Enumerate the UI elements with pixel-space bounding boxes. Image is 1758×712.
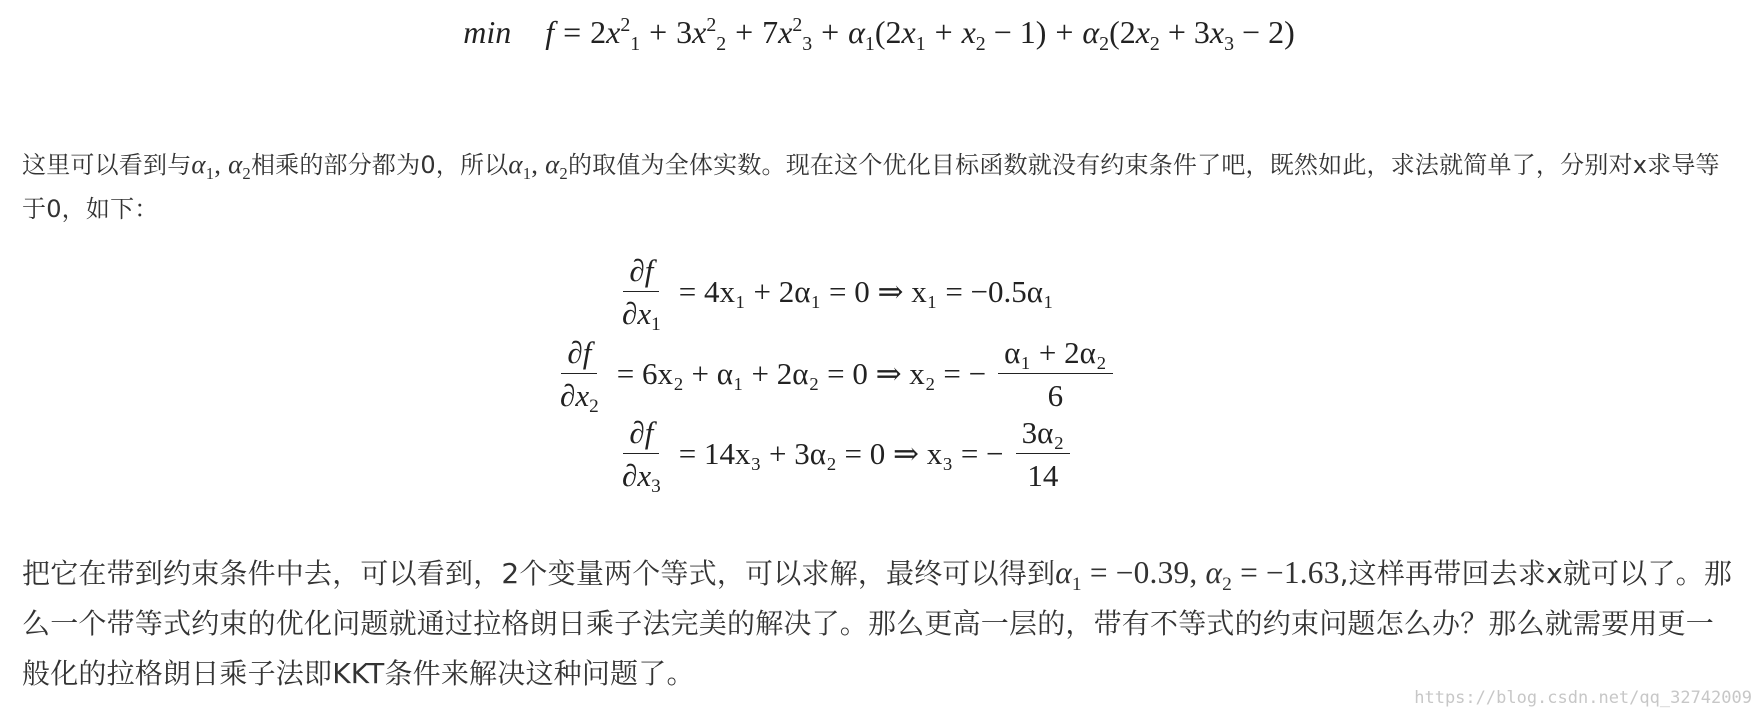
result-fraction: $\frac{\text{3α₂}}{14}$ (1016, 415, 1071, 493)
partial-fraction: $\frac{\partial f}{\partial x_2}$ (560, 334, 599, 418)
f-symbol: f (545, 14, 555, 50)
alpha2-value: = −1.63 (1240, 555, 1340, 590)
watermark: https://blog.csdn.net/qq_32742009 (1414, 688, 1752, 708)
equation-rhs: = 4x₁ + 2α₁ = 0 ⇒ x₁ = −0.5α₁ (678, 274, 1054, 309)
equation-rhs: = 6x₂ + α₁ + 2α₂ = 0 ⇒ x₂ = − (616, 356, 987, 391)
min-label: min (463, 14, 512, 50)
objective-function: $\min f = 2x^2_1 + 3x^2_2 + 7x^2_3 + \alpha_1(2x_1 + x_2 - 1) + \alpha_2(2x_2 + 3x_3 - 2)$ (463, 13, 1295, 55)
alpha1-value: = −0.39, (1089, 555, 1198, 590)
explanation-paragraph-2: 把它在带到约束条件中去，可以看到，2个变量两个等式，可以求解，最终可以得到$\alpha_1 = -0.39$, $\alpha_2 = -1.63$,这样再带回去求x就可以了。那么一个带等式约束的优化问题就通过拉格朗日乘子法完美的解决了。那么更高一层的，带有不等式的约束问题怎么办？那么就需要用更一般化的拉格朗日乘子法即KKT条件来解决这种问题了。 (22, 555, 1733, 690)
derivative-row-3 (612, 406, 1074, 502)
result-fraction: $\frac{\text{α₁ + 2α₂}}{6}$ (998, 335, 1113, 413)
equation-rhs: = 14x₃ + 3α₂ = 0 ⇒ x₃ = − (678, 436, 1004, 471)
explanation-paragraph-1: 这里可以看到与$\alpha_1$, $\alpha_2$相乘的部分都为0，所以$\alpha_1$, $\alpha_2$的取值为全体实数。现在这个优化目标函数就没有约束条件了吧，既然如此，求法就简单了，分别对x求导等于0，如下： (22, 149, 1720, 223)
partial-fraction: $\frac{\partial f}{\partial x_1}$ (622, 252, 661, 336)
partial-fraction: $\frac{\partial f}{\partial x_3}$ (622, 414, 661, 498)
